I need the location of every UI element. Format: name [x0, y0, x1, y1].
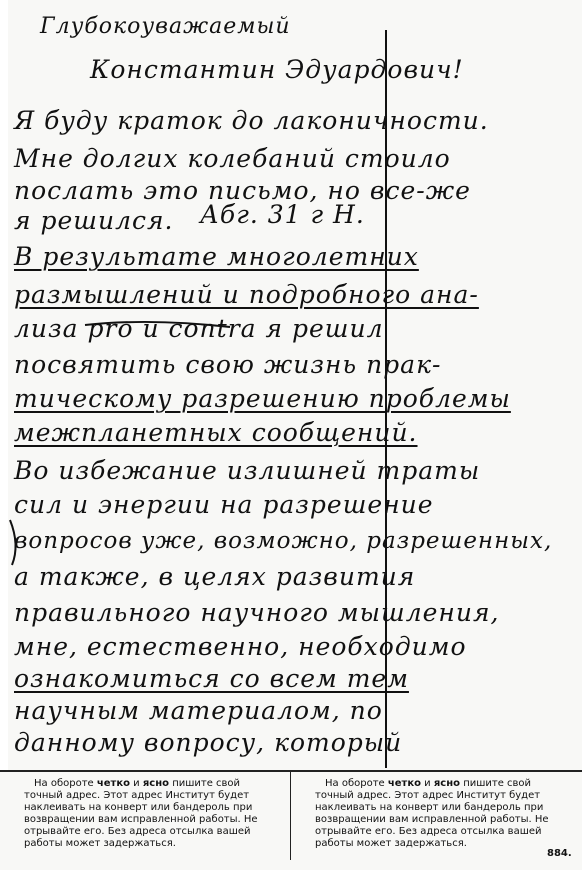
letter-line: посвятить свою жизнь прак- [14, 350, 442, 379]
note-conj: и [424, 778, 431, 789]
address-note-right [315, 778, 565, 850]
letter-line: Я буду краток до лаконичности. [14, 106, 489, 135]
form-separator [0, 770, 582, 772]
letter-line: тическому разрешению проблемы [14, 384, 511, 413]
letter-line: вопросов уже, возможно, разрешенных, [14, 528, 553, 554]
letter-line: я решился. [14, 206, 174, 235]
note-text: пишите свой точный адрес. Этот адрес Институт будет наклеивать на конверт или бандероль при возвращении вам исправленной работы. Не отрывайте его. Без адреса отсылка вашей работы может задержаться. [315, 778, 549, 849]
letter-line: В результате многолетних [14, 242, 419, 271]
letter-line: научным материалом, по [14, 696, 383, 725]
margin-note: Абг. 31 г Н. [200, 200, 365, 229]
letter-line: послать это письмо, но все-же [14, 176, 471, 205]
letter-line: сил и энергии на разрешение [14, 490, 434, 519]
address-note-left [24, 778, 274, 850]
note-emph-1: четко [96, 778, 130, 789]
letter-line: Во избежание излишней траты [14, 456, 481, 485]
greeting-line-1: Глубокоуважаемый [40, 14, 291, 39]
greeting-line-2: Константин Эдуардович! [90, 55, 464, 84]
letter-line: лиза pro и contra я решил [14, 314, 384, 343]
form-divider [290, 772, 291, 860]
note-emph-1: четко [387, 778, 421, 789]
letter-line: правильного научного мышления, [14, 598, 500, 627]
note-emph-2: ясно [142, 778, 169, 789]
note-prefix: На обороте [325, 778, 385, 789]
letter-line: размышлений и подробного ана- [14, 280, 479, 309]
note-conj: и [133, 778, 140, 789]
page-number: 884. [547, 848, 572, 859]
letter-line: а также, в целях развития [14, 562, 416, 591]
letter-line: данному вопросу, который [14, 728, 403, 757]
note-emph-2: ясно [433, 778, 460, 789]
note-prefix: На обороте [34, 778, 94, 789]
letter-line: межпланетных сообщений. [14, 418, 418, 447]
note-text: пишите свой точный адрес. Этот адрес Институт будет наклеивать на конверт или бандероль при возвращении вам исправленной работы. Не отрывайте его. Без адреса отсылка вашей работы может задержаться. [24, 778, 258, 849]
letter-line: мне, естественно, необходимо [14, 632, 467, 661]
letter-line: ознакомиться со всем тем [14, 664, 409, 693]
letter-line: Мне долгих колебаний стоило [14, 144, 451, 173]
